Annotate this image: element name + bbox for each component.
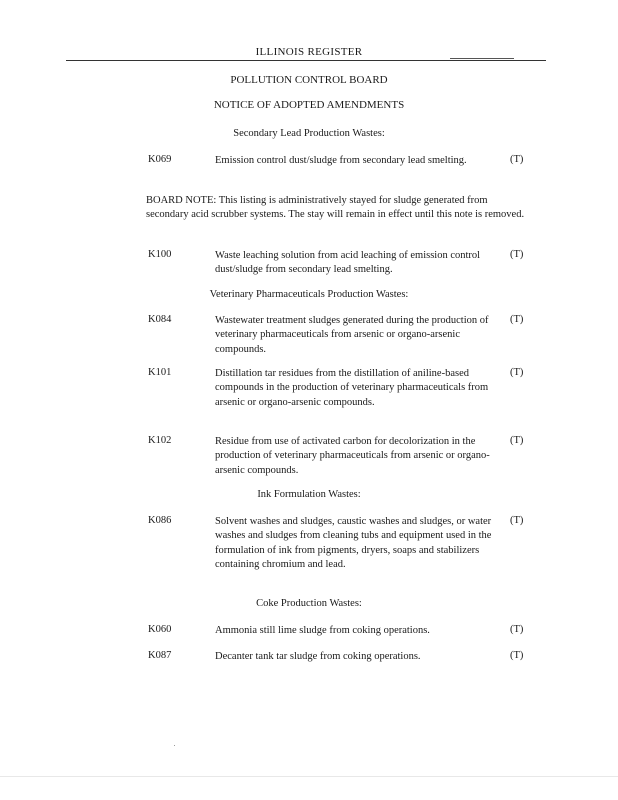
hazard-code: (T) [510, 154, 524, 165]
hazard-code: (T) [510, 650, 524, 661]
header-rule-mark [450, 58, 514, 59]
agency-name: POLLUTION CONTROL BOARD [230, 74, 388, 86]
hazard-code: (T) [510, 249, 524, 260]
waste-description: Wastewater treatment sludges generated during the production of veterinary pharmaceuticals from arsenic or organo-arsenic compounds. [215, 315, 489, 355]
waste-code: K087 [148, 650, 172, 661]
header-rule [66, 60, 546, 61]
waste-code: K101 [148, 367, 172, 378]
scan-speck [174, 745, 175, 746]
hazard-code: (T) [510, 435, 524, 446]
section-heading-secondary-lead: Secondary Lead Production Wastes: [233, 128, 385, 139]
waste-code: K060 [148, 624, 172, 635]
hazard-code: (T) [510, 515, 524, 526]
waste-description: Ammonia still lime sludge from coking operations. [215, 625, 430, 636]
waste-code: K100 [148, 249, 172, 260]
register-title: ILLINOIS REGISTER [255, 46, 363, 58]
notice-title: NOTICE OF ADOPTED AMENDMENTS [213, 99, 405, 111]
section-heading-veterinary: Veterinary Pharmaceuticals Production Wastes: [209, 289, 409, 300]
hazard-code: (T) [510, 624, 524, 635]
waste-description: Decanter tank tar sludge from coking operations. [215, 651, 421, 662]
waste-code: K086 [148, 515, 172, 526]
waste-description: Waste leaching solution from acid leaching of emission control dust/sludge from secondary lead smelting. [215, 250, 481, 276]
waste-description: Solvent washes and sludges, caustic washes and sludges, or water washes and sludges from cleaning tubs and equipment used in the formulation of ink from pigments, dryers, soaps and stabilizers containing chromium and lead. [215, 516, 492, 570]
waste-description: Emission control dust/sludge from secondary lead smelting. [215, 155, 467, 166]
section-heading-ink: Ink Formulation Wastes: [257, 489, 361, 500]
hazard-code: (T) [510, 367, 524, 378]
waste-description: Residue from use of activated carbon for decolorization in the production of veterinary pharmaceuticals from arsenic or organo-arsenic compounds. [215, 436, 490, 476]
hazard-code: (T) [510, 314, 524, 325]
waste-code: K102 [148, 435, 172, 446]
waste-code: K084 [148, 314, 172, 325]
scan-edge-line [0, 776, 618, 777]
section-heading-coke: Coke Production Wastes: [256, 598, 362, 609]
board-note: BOARD NOTE: This listing is administratively stayed for sludge generated from secondary acid scrubber systems. The stay will remain in effect until this note is removed. [146, 195, 525, 221]
waste-description: Distillation tar residues from the distillation of aniline-based compounds in the production of veterinary pharmaceuticals from arsenic or organo-arsenic compounds. [215, 368, 489, 408]
waste-code: K069 [148, 154, 172, 165]
